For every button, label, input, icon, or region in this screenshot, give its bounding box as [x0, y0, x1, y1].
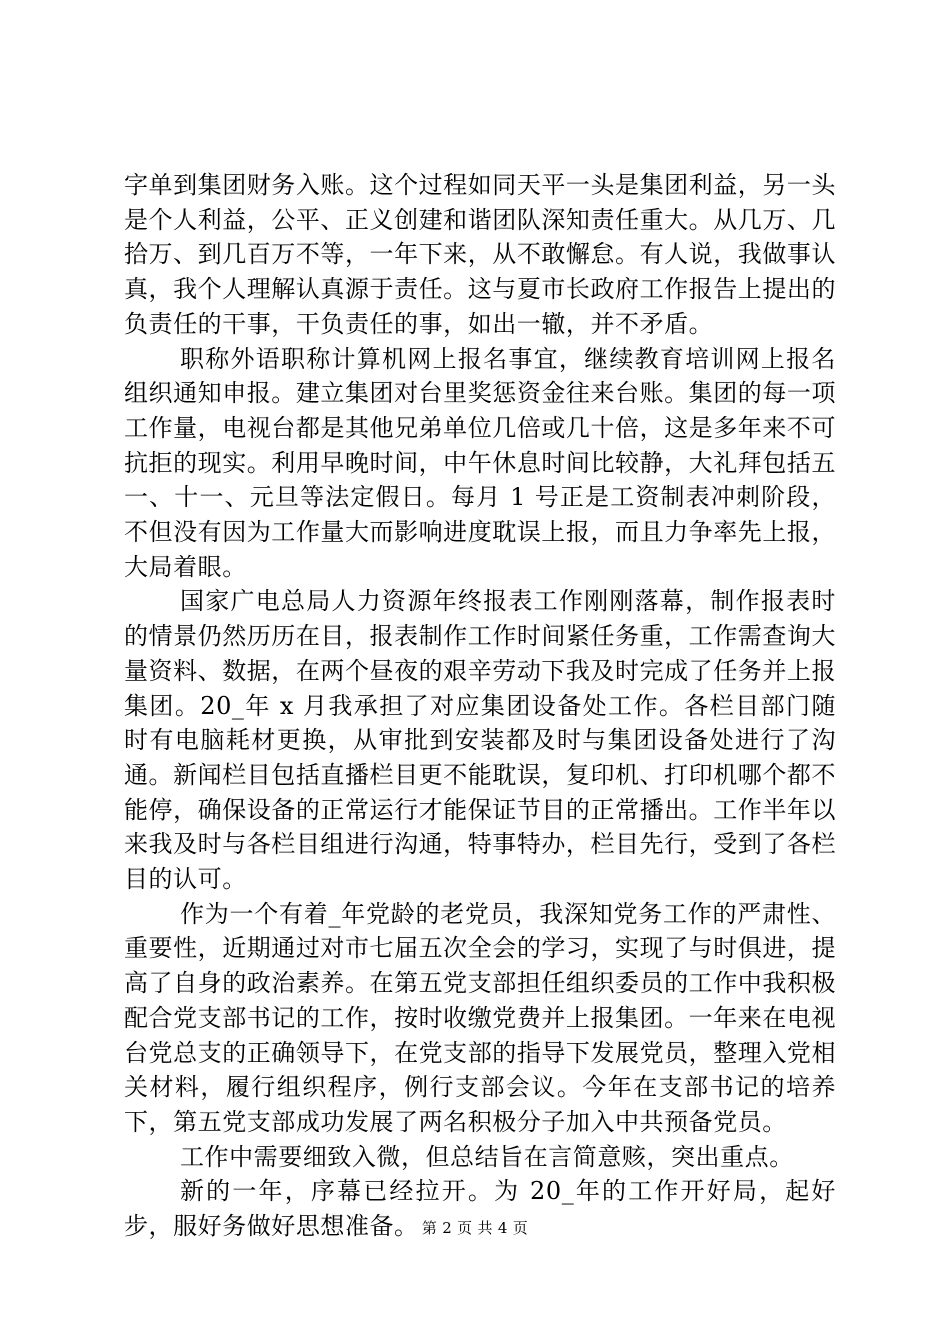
paragraph-3: 国家广电总局人力资源年终报表工作刚刚落幕，制作报表时的情景仍然历历在目，报表制作工作时间紧任务重，工作需查询大量资料、数据，在两个昼夜的艰辛劳动下我及时完成了任务并上报集团。20_年 x 月我承担了对应集团设备处工作。各栏目部门随时有电脑耗材更换，从审批到安装都及时与集团设备处进行了沟通。新闻栏目包括直播栏目更不能耽误，复印机、打印机哪个都不能停，确保设备的正常运行才能保证节目的正常播出。工作半年以来我及时与各栏目组进行沟通，特事特办，栏目先行，受到了各栏目的认可。 — [124, 587, 836, 894]
page-number: 第 2 页 共 4 页 — [421, 1219, 529, 1237]
page-footer — [0, 1218, 950, 1238]
paragraph-6: 新的一年，序幕已经拉开。为 20_年的工作开好局，起好步，服好务做好思想准备。 — [124, 1177, 836, 1241]
paragraph-1: 字单到集团财务入账。这个过程如同天平一头是集团利益，另一头是个人利益，公平、正义创建和谐团队深知责任重大。从几万、几拾万、到几百万不等，一年下来，从不敢懈怠。有人说，我做事认真，我个人理解认真源于责任。这与夏市长政府工作报告上提出的负责任的干事，干负责任的事，如出一辙，并不矛盾。 — [124, 171, 836, 338]
paragraph-2: 职称外语职称计算机网上报名事宜，继续教育培训网上报名组织通知申报。建立集团对台里奖惩资金往来台账。集团的每一项工作量，电视台都是其他兄弟单位几倍或几十倍，这是多年来不可抗拒的现实。利用早晚时间，中午休息时间比较静，大礼拜包括五一、十一、元旦等法定假日。每月 1 号正是工资制表冲刺阶段，不但没有因为工作量大而影响进度耽误上报，而且力争率先上报，大局着眼。 — [124, 344, 836, 581]
paragraph-5: 工作中需要细致入微，但总结旨在言简意赅，突出重点。 — [180, 1142, 794, 1171]
document-body — [124, 168, 836, 1244]
paragraph-4: 作为一个有着_年党龄的老党员，我深知党务工作的严肃性、重要性，近期通过对市七届五次全会的学习，实现了与时俱进，提高了自身的政治素养。在第五党支部担任组织委员的工作中我积极配合党支部书记的工作，按时收缴党费并上报集团。一年来在电视台党总支的正确领导下，在党支部的指导下发展党员，整理入党相关材料，履行组织程序，例行支部会议。今年在支部书记的培养下，第五党支部成功发展了两名积极分子加入中共预备党员。 — [124, 899, 836, 1136]
